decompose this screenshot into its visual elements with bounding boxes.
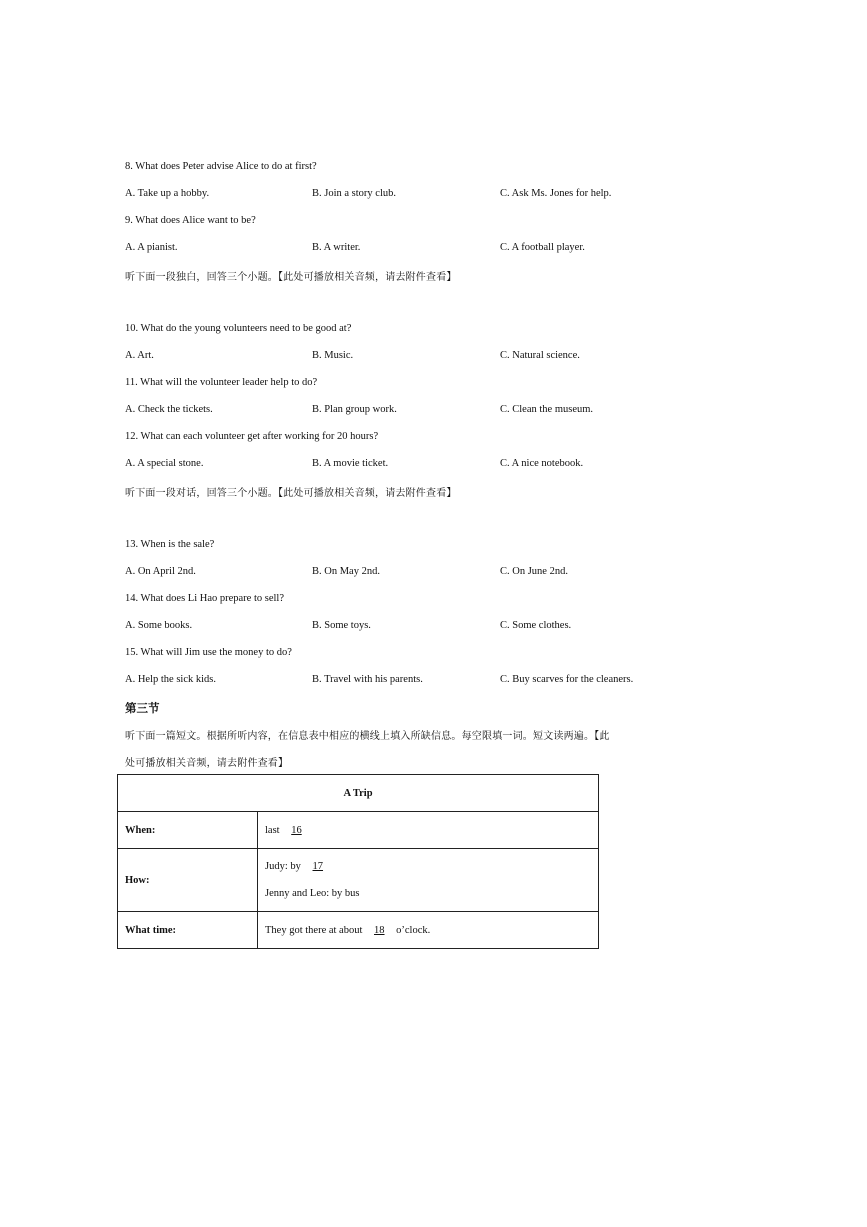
table-title-row <box>118 775 599 812</box>
option-12a: A. A special stone. <box>125 458 204 469</box>
when-label: When: <box>118 812 258 849</box>
option-11b: B. Plan group work. <box>312 404 397 415</box>
time-suffix: o’clock. <box>396 924 431 936</box>
how-judy <box>265 853 591 880</box>
question-8: 8. What does Peter advise Alice to do at first? <box>125 161 317 172</box>
table-row-when <box>118 812 599 849</box>
options-11 <box>125 404 765 418</box>
section-3-title: 第三节 <box>125 701 160 715</box>
time-label: What time: <box>118 912 258 949</box>
option-14c: C. Some clothes. <box>500 620 572 631</box>
option-15a: A. Help the sick kids. <box>125 674 216 685</box>
option-13b: B. On May 2nd. <box>312 566 380 577</box>
option-12b: B. A movie ticket. <box>312 458 389 469</box>
how-label: How: <box>118 849 258 912</box>
question-9: 9. What does Alice want to be? <box>125 215 256 226</box>
option-14b: B. Some toys. <box>312 620 371 631</box>
option-9a: A. A pianist. <box>125 242 178 253</box>
blank-17: 17 <box>312 861 324 872</box>
option-8a: A. Take up a hobby. <box>125 188 210 199</box>
table-row-time <box>118 912 599 949</box>
option-10b: B. Music. <box>312 350 354 361</box>
question-11: 11. What will the volunteer leader help to do? <box>125 377 318 388</box>
option-11c: C. Clean the museum. <box>500 404 594 415</box>
when-value <box>258 812 599 849</box>
option-8c: C. Ask Ms. Jones for help. <box>500 188 612 199</box>
option-15b: B. Travel with his parents. <box>312 674 423 685</box>
option-9b: B. A writer. <box>312 242 361 253</box>
question-12: 12. What can each volunteer get after working for 20 hours? <box>125 431 379 442</box>
option-10a: A. Art. <box>125 350 154 361</box>
option-13a: A. On April 2nd. <box>125 566 196 577</box>
table-row-how <box>118 849 599 912</box>
table-title: A Trip <box>118 775 599 812</box>
time-value <box>258 912 599 949</box>
options-10 <box>125 350 765 364</box>
option-8b: B. Join a story club. <box>312 188 396 199</box>
options-14 <box>125 620 765 634</box>
options-15 <box>125 674 765 688</box>
options-12 <box>125 458 765 472</box>
when-prefix: last <box>265 824 280 836</box>
option-13c: C. On June 2nd. <box>500 566 568 577</box>
monologue-instruction: 听下面一段独白，回答三个小题。【此处可播放相关音频，请去附件查看】 <box>125 272 457 283</box>
option-12c: C. A nice notebook. <box>500 458 584 469</box>
trip-info-table <box>117 774 599 949</box>
question-14: 14. What does Li Hao prepare to sell? <box>125 593 285 604</box>
time-prefix: They got there at about <box>265 924 363 936</box>
section-3-instruction-line2: 处可播放相关音频，请去附件查看】 <box>125 758 289 769</box>
options-13 <box>125 566 765 580</box>
option-10c: C. Natural science. <box>500 350 580 361</box>
how-judy-prefix: Judy: by <box>265 861 301 872</box>
dialogue-instruction: 听下面一段对话，回答三个小题。【此处可播放相关音频，请去附件查看】 <box>125 488 457 499</box>
how-value <box>258 849 599 912</box>
options-8 <box>125 188 765 202</box>
question-13: 13. When is the sale? <box>125 539 215 550</box>
question-10: 10. What do the young volunteers need to be good at? <box>125 323 352 334</box>
how-jenny-leo: Jenny and Leo: by bus <box>265 888 360 899</box>
section-3-instruction-line1: 听下面一篇短文。根据所听内容，在信息表中相应的横线上填入所缺信息。每空限填一词。短文读两遍。【此 <box>125 731 610 742</box>
option-11a: A. Check the tickets. <box>125 404 213 415</box>
option-15c: C. Buy scarves for the cleaners. <box>500 674 634 685</box>
question-15: 15. What will Jim use the money to do? <box>125 647 292 658</box>
option-14a: A. Some books. <box>125 620 193 631</box>
blank-16: 16 <box>291 824 302 836</box>
blank-18: 18 <box>374 924 385 936</box>
options-9 <box>125 242 765 256</box>
option-9c: C. A football player. <box>500 242 585 253</box>
